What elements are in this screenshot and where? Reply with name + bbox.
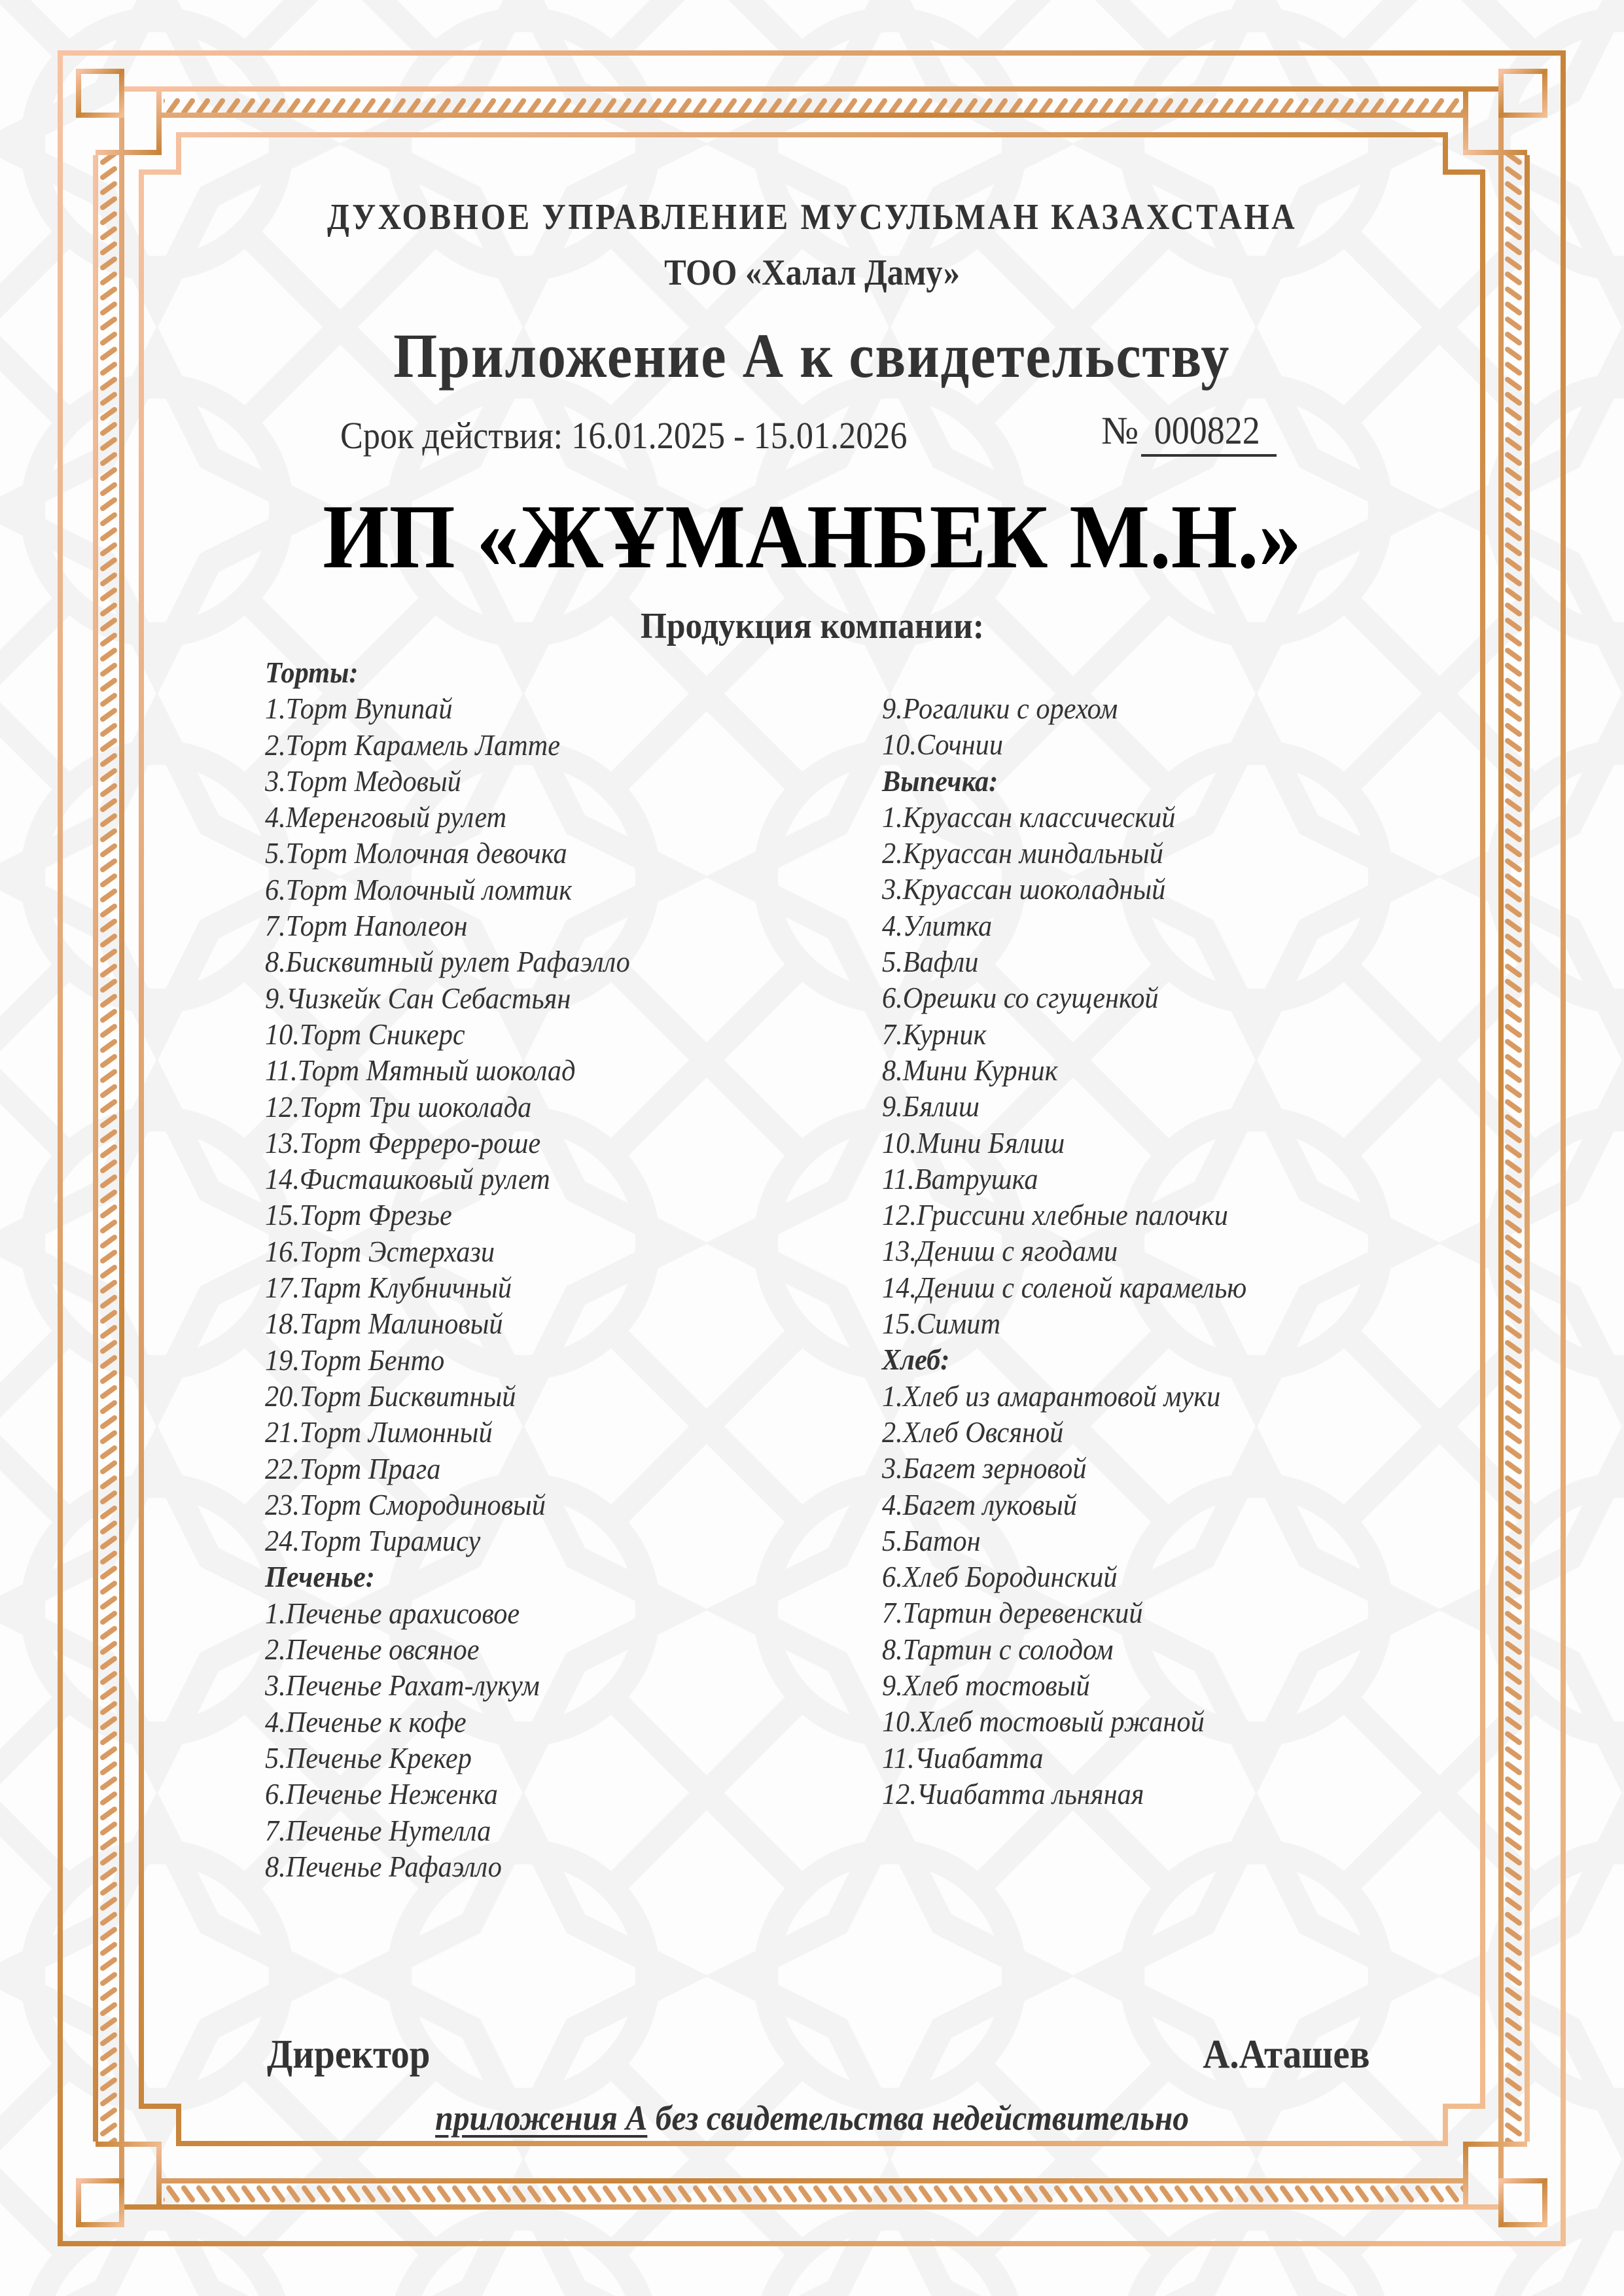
validity-period: Срок действия: 16.01.2025 - 15.01.2026 xyxy=(340,414,908,457)
product-item: 5.Батон xyxy=(882,1523,981,1557)
product-item: 12.Чиабатта льняная xyxy=(882,1776,1144,1810)
validity-footnote xyxy=(0,2098,1624,2138)
product-item: 7.Печенье Нутелла xyxy=(265,1813,491,1847)
product-item: 9.Хлеб тостовый xyxy=(882,1669,1090,1703)
document-title-text: Приложение А к свидетельству xyxy=(393,321,1231,391)
product-item: 3.Торт Медовый xyxy=(265,764,461,798)
product-item: 21.Торт Лимонный xyxy=(265,1415,493,1449)
organization-name: ДУХОВНОЕ УПРАВЛЕНИЕ МУСУЛЬМАН КАЗАХСТАНА xyxy=(327,197,1297,238)
corner-square-bottom-right xyxy=(1501,2181,1545,2225)
certificate-number xyxy=(1101,407,1292,457)
product-item: 14.Фисташковый рулет xyxy=(265,1162,550,1196)
corner-square-top-right xyxy=(1501,71,1545,115)
signatory-role: Директор xyxy=(267,2032,431,2077)
product-item: 10.Мини Бялиш xyxy=(882,1125,1065,1159)
product-item: 8.Мини Курник xyxy=(882,1053,1058,1087)
product-item: 18.Тарт Малиновый xyxy=(265,1307,503,1341)
product-item: 8.Тартин с солодом xyxy=(882,1632,1114,1666)
product-item: 4.Печенье к кофе xyxy=(265,1704,467,1739)
product-item: 15.Торт Фрезье xyxy=(265,1198,452,1232)
product-item: 10.Торт Сникерс xyxy=(265,1017,465,1051)
product-item: 9.Рогалики с орехом xyxy=(882,692,1118,725)
company-name: ИП «ЖҰМАНБЕК М.Н.» xyxy=(323,486,1301,588)
product-item: 5.Торт Молочная девочка xyxy=(265,836,567,870)
llp-heading xyxy=(0,252,1624,294)
company-name-heading xyxy=(0,484,1624,590)
signatory-name: А.Аташев xyxy=(1203,2032,1370,2077)
product-item: 16.Торт Эстерхази xyxy=(265,1234,495,1268)
number-value: 000822 xyxy=(1141,407,1277,457)
corner-square-top-left xyxy=(79,71,122,115)
product-item: 24.Торт Тирамису xyxy=(265,1524,481,1558)
product-item: 1.Круассан классический xyxy=(882,800,1176,834)
product-item: 6.Печенье Неженка xyxy=(265,1777,498,1811)
product-item: 12.Гриссини хлебные палочки xyxy=(882,1198,1228,1232)
product-item: 7.Торт Наполеон xyxy=(265,909,468,943)
product-list-right-column xyxy=(882,690,1279,1812)
document-title xyxy=(0,319,1624,392)
product-item: 6.Орешки со сгущенкой xyxy=(882,981,1159,1015)
product-item: 1.Хлеб из амарантовой муки xyxy=(882,1379,1221,1413)
footnote-underlined: приложения А xyxy=(434,2098,648,2138)
product-item: 10.Хлеб тостовый ржаной xyxy=(882,1704,1205,1739)
product-item: 11.Чиабатта xyxy=(882,1740,1044,1775)
organization-heading xyxy=(0,196,1624,238)
product-item: 10.Сочнии xyxy=(882,728,1003,762)
product-item: 4.Багет луковый xyxy=(882,1487,1077,1521)
rope-band-left xyxy=(98,155,120,2142)
product-item: 20.Торт Бисквитный xyxy=(265,1379,516,1413)
product-item: 11.Торт Мятный шоколад xyxy=(265,1053,576,1087)
product-list-left-column xyxy=(265,654,662,1884)
product-item: 23.Торт Смородиновый xyxy=(265,1487,546,1521)
llp-name: ТОО «Халал Даму» xyxy=(664,253,960,293)
category-heading: Хлеб: xyxy=(882,1343,950,1377)
product-item: 5.Вафли xyxy=(882,945,979,979)
product-item: 2.Торт Карамель Латте xyxy=(265,728,561,762)
footnote-text xyxy=(435,2098,1189,2138)
rope-band-top xyxy=(164,92,1463,113)
category-heading: Печенье: xyxy=(265,1560,375,1594)
product-item: 9.Чизкейк Сан Себастьян xyxy=(265,981,571,1015)
footnote-rest: без свидетельства недействительно xyxy=(647,2098,1190,2138)
product-item: 7.Тартин деревенский xyxy=(882,1596,1143,1630)
product-item: 2.Круассан миндальный xyxy=(882,836,1163,870)
product-item: 22.Торт Прага xyxy=(265,1451,441,1485)
product-item: 1.Торт Вупипай xyxy=(265,692,453,726)
product-item: 8.Печенье Рафаэлло xyxy=(265,1849,502,1883)
product-item: 4.Улитка xyxy=(882,908,993,942)
product-item: 3.Печенье Рахат-лукум xyxy=(265,1669,540,1703)
number-sign: № xyxy=(1101,409,1139,452)
products-heading-text: Продукция компании: xyxy=(640,606,984,646)
product-item: 9.Бялиш xyxy=(882,1089,980,1123)
product-item: 2.Хлеб Овсяной xyxy=(882,1415,1064,1449)
product-item: 12.Торт Три шоколада xyxy=(265,1089,532,1123)
rope-band-right xyxy=(1503,155,1525,2142)
products-heading xyxy=(0,605,1624,647)
product-item: 2.Печенье овсяное xyxy=(265,1633,480,1667)
rope-band-bottom xyxy=(164,2183,1463,2205)
product-item: 17.Тарт Клубничный xyxy=(265,1271,512,1305)
product-item: 14.Дениш с соленой карамелью xyxy=(882,1270,1247,1304)
product-item: 13.Торт Ферреро-роше xyxy=(265,1125,541,1159)
corner-square-bottom-left xyxy=(79,2181,122,2225)
product-item: 5.Печенье Крекер xyxy=(265,1740,472,1775)
product-item: 7.Курник xyxy=(882,1017,987,1051)
product-item: 13.Дениш с ягодами xyxy=(882,1234,1118,1268)
product-item: 6.Торт Молочный ломтик xyxy=(265,872,573,906)
product-item: 6.Хлеб Бородинский xyxy=(882,1560,1118,1594)
category-heading: Торты: xyxy=(265,656,359,689)
product-item: 11.Ватрушка xyxy=(882,1161,1038,1195)
category-heading: Выпечка: xyxy=(882,764,998,798)
product-item: 8.Бисквитный рулет Рафаэлло xyxy=(265,945,630,979)
product-item: 4.Меренговый рулет xyxy=(265,800,507,834)
product-item: 3.Круассан шоколадный xyxy=(882,872,1166,906)
product-item: 19.Торт Бенто xyxy=(265,1343,445,1377)
product-item: 1.Печенье арахисовое xyxy=(265,1596,520,1630)
product-item: 3.Багет зерновой xyxy=(882,1451,1087,1485)
product-item: 15.Симит xyxy=(882,1307,1001,1341)
